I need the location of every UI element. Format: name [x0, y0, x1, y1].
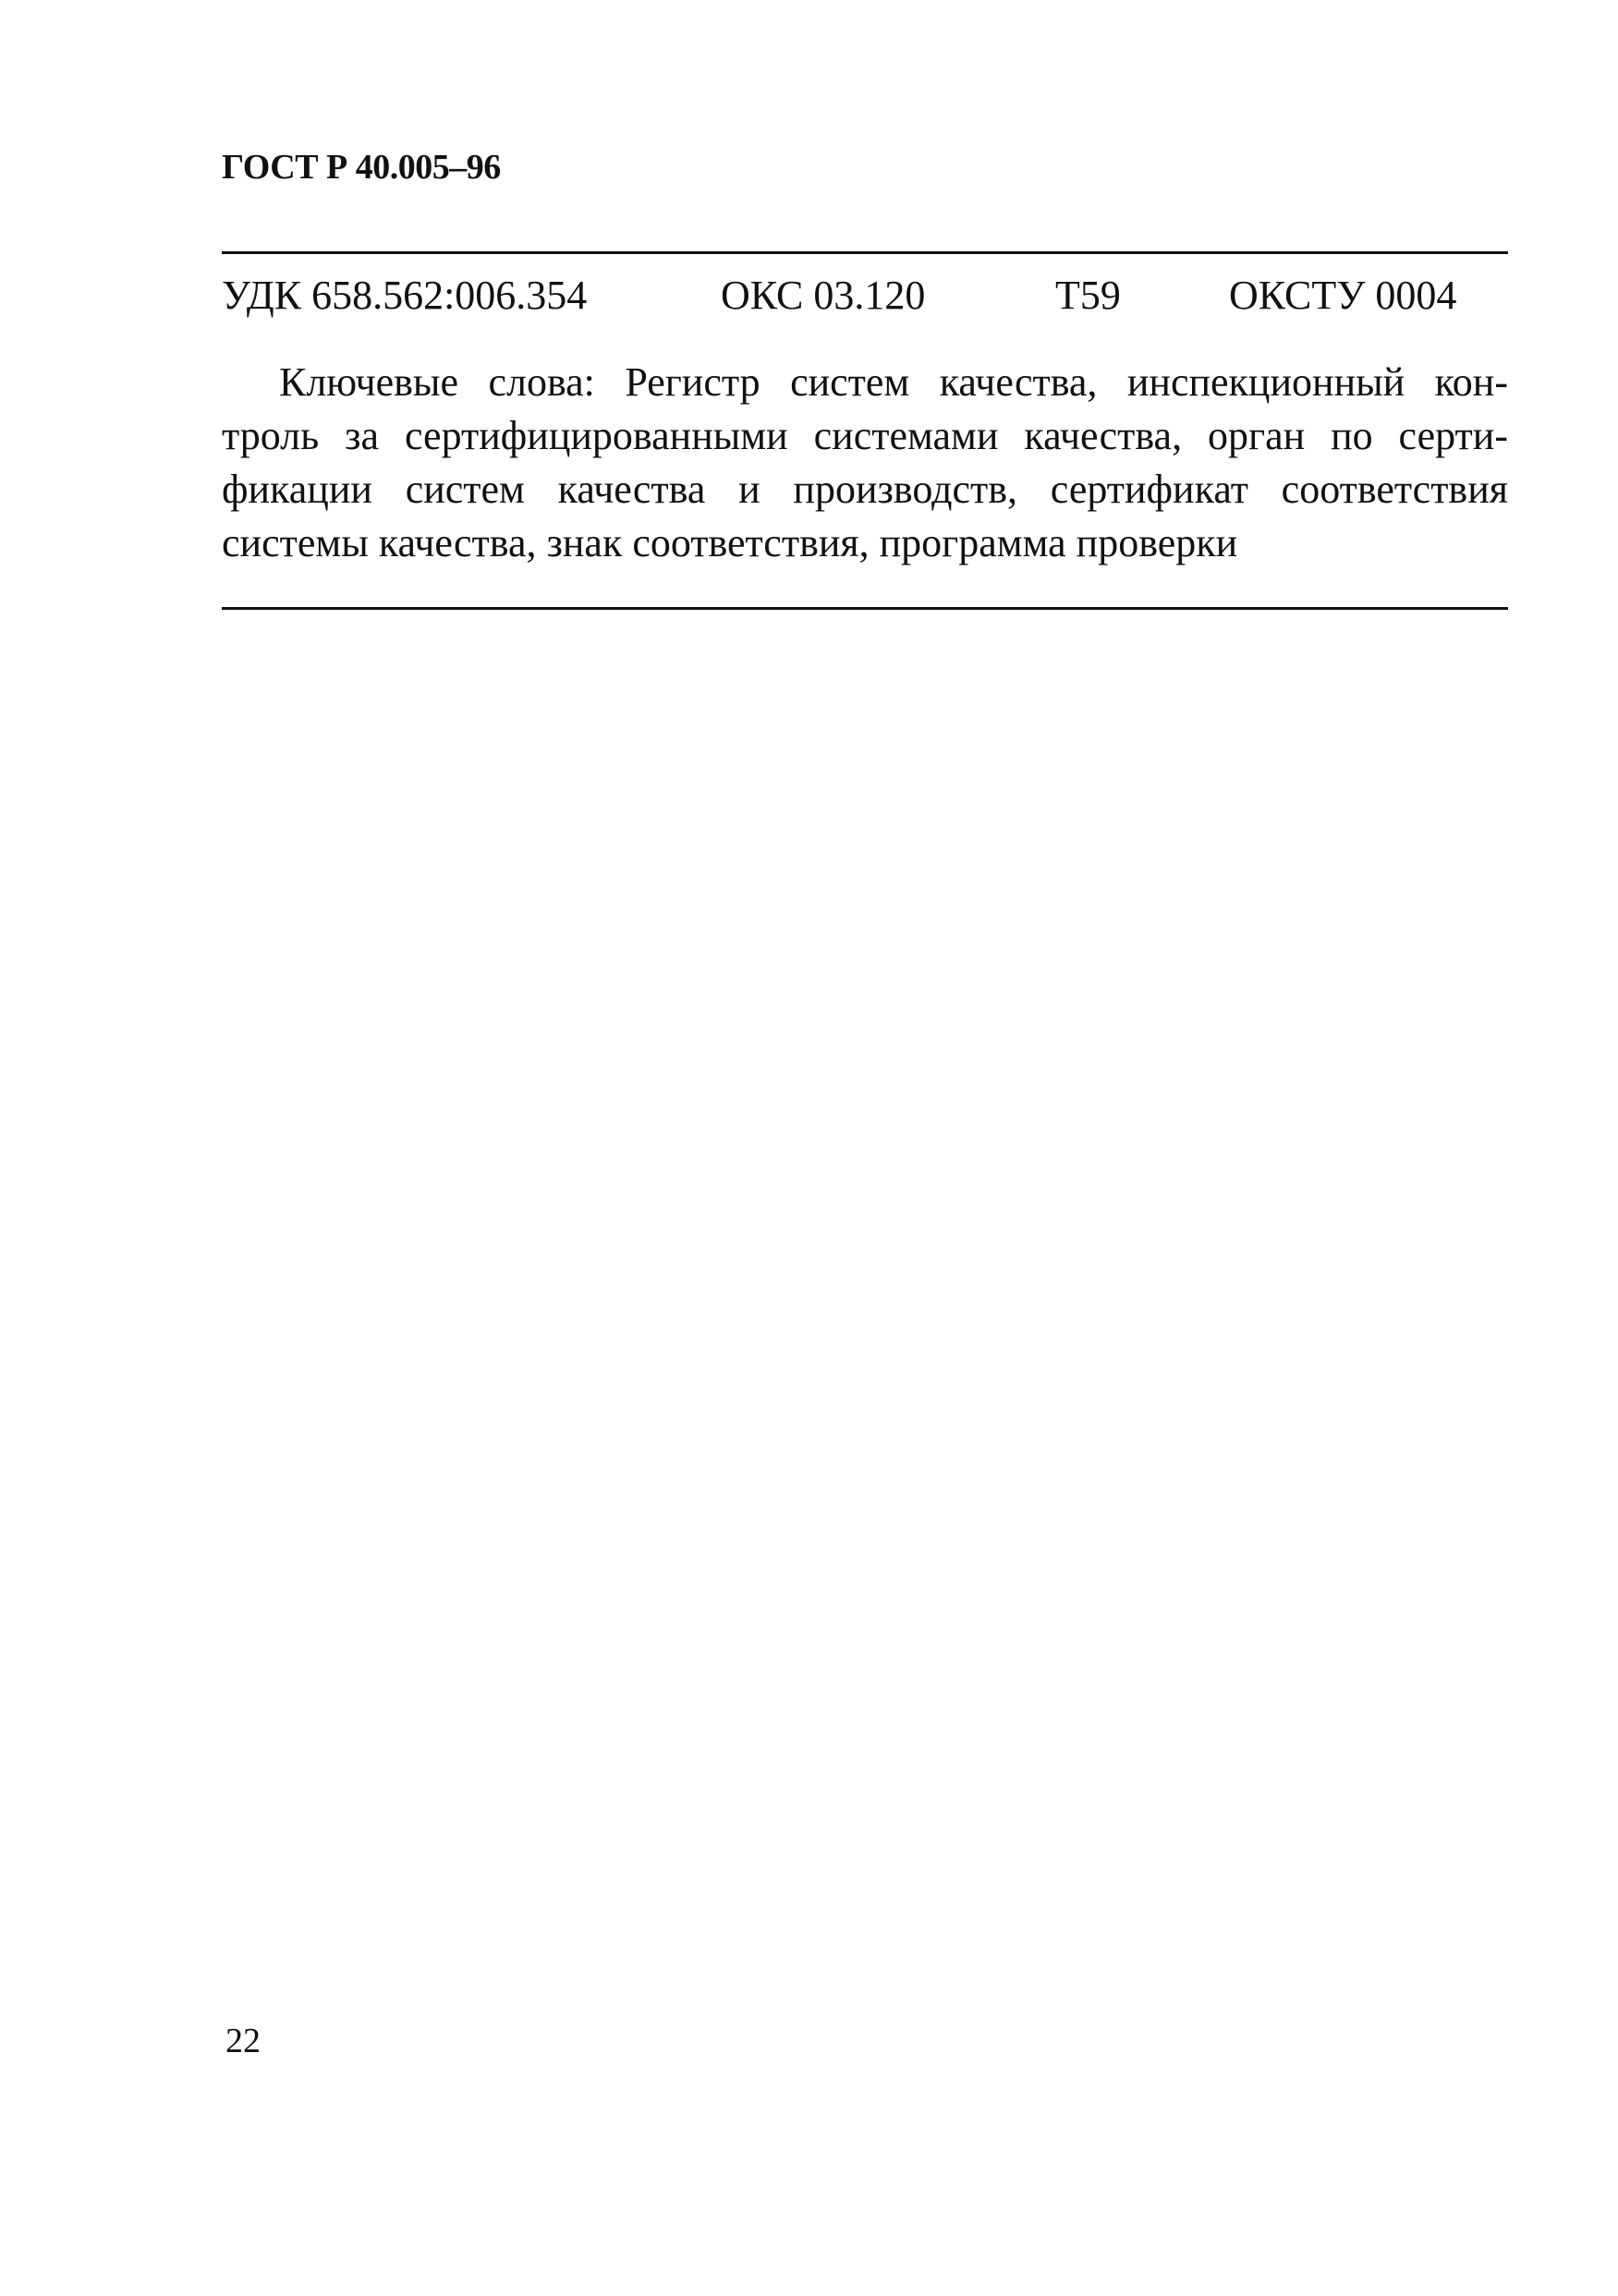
top-divider: [222, 251, 1508, 254]
keywords-line: фикации систем качества и производств, сертификат соответствия: [222, 467, 1508, 512]
keywords-line: троль за сертифицированными системами качества, орган по серти-: [222, 413, 1508, 458]
page-number: 22: [225, 2022, 261, 2060]
keywords-paragraph: [222, 356, 1508, 570]
udk-code: УДК 658.562:006.354: [222, 273, 588, 318]
okstu-code: ОКСТУ 0004: [1229, 273, 1457, 318]
standard-designation: ГОСТ Р 40.005–96: [222, 148, 501, 187]
classification-codes: [222, 270, 1508, 322]
bottom-divider: [222, 607, 1508, 610]
keywords-line: системы качества, знак соответствия, программа проверки: [222, 520, 1238, 565]
keywords-line: Ключевые слова: Регистр систем качества, инспекционный кон-: [279, 359, 1508, 405]
oks-code: ОКС 03.120: [721, 273, 926, 318]
group-code: Т59: [1055, 273, 1121, 318]
